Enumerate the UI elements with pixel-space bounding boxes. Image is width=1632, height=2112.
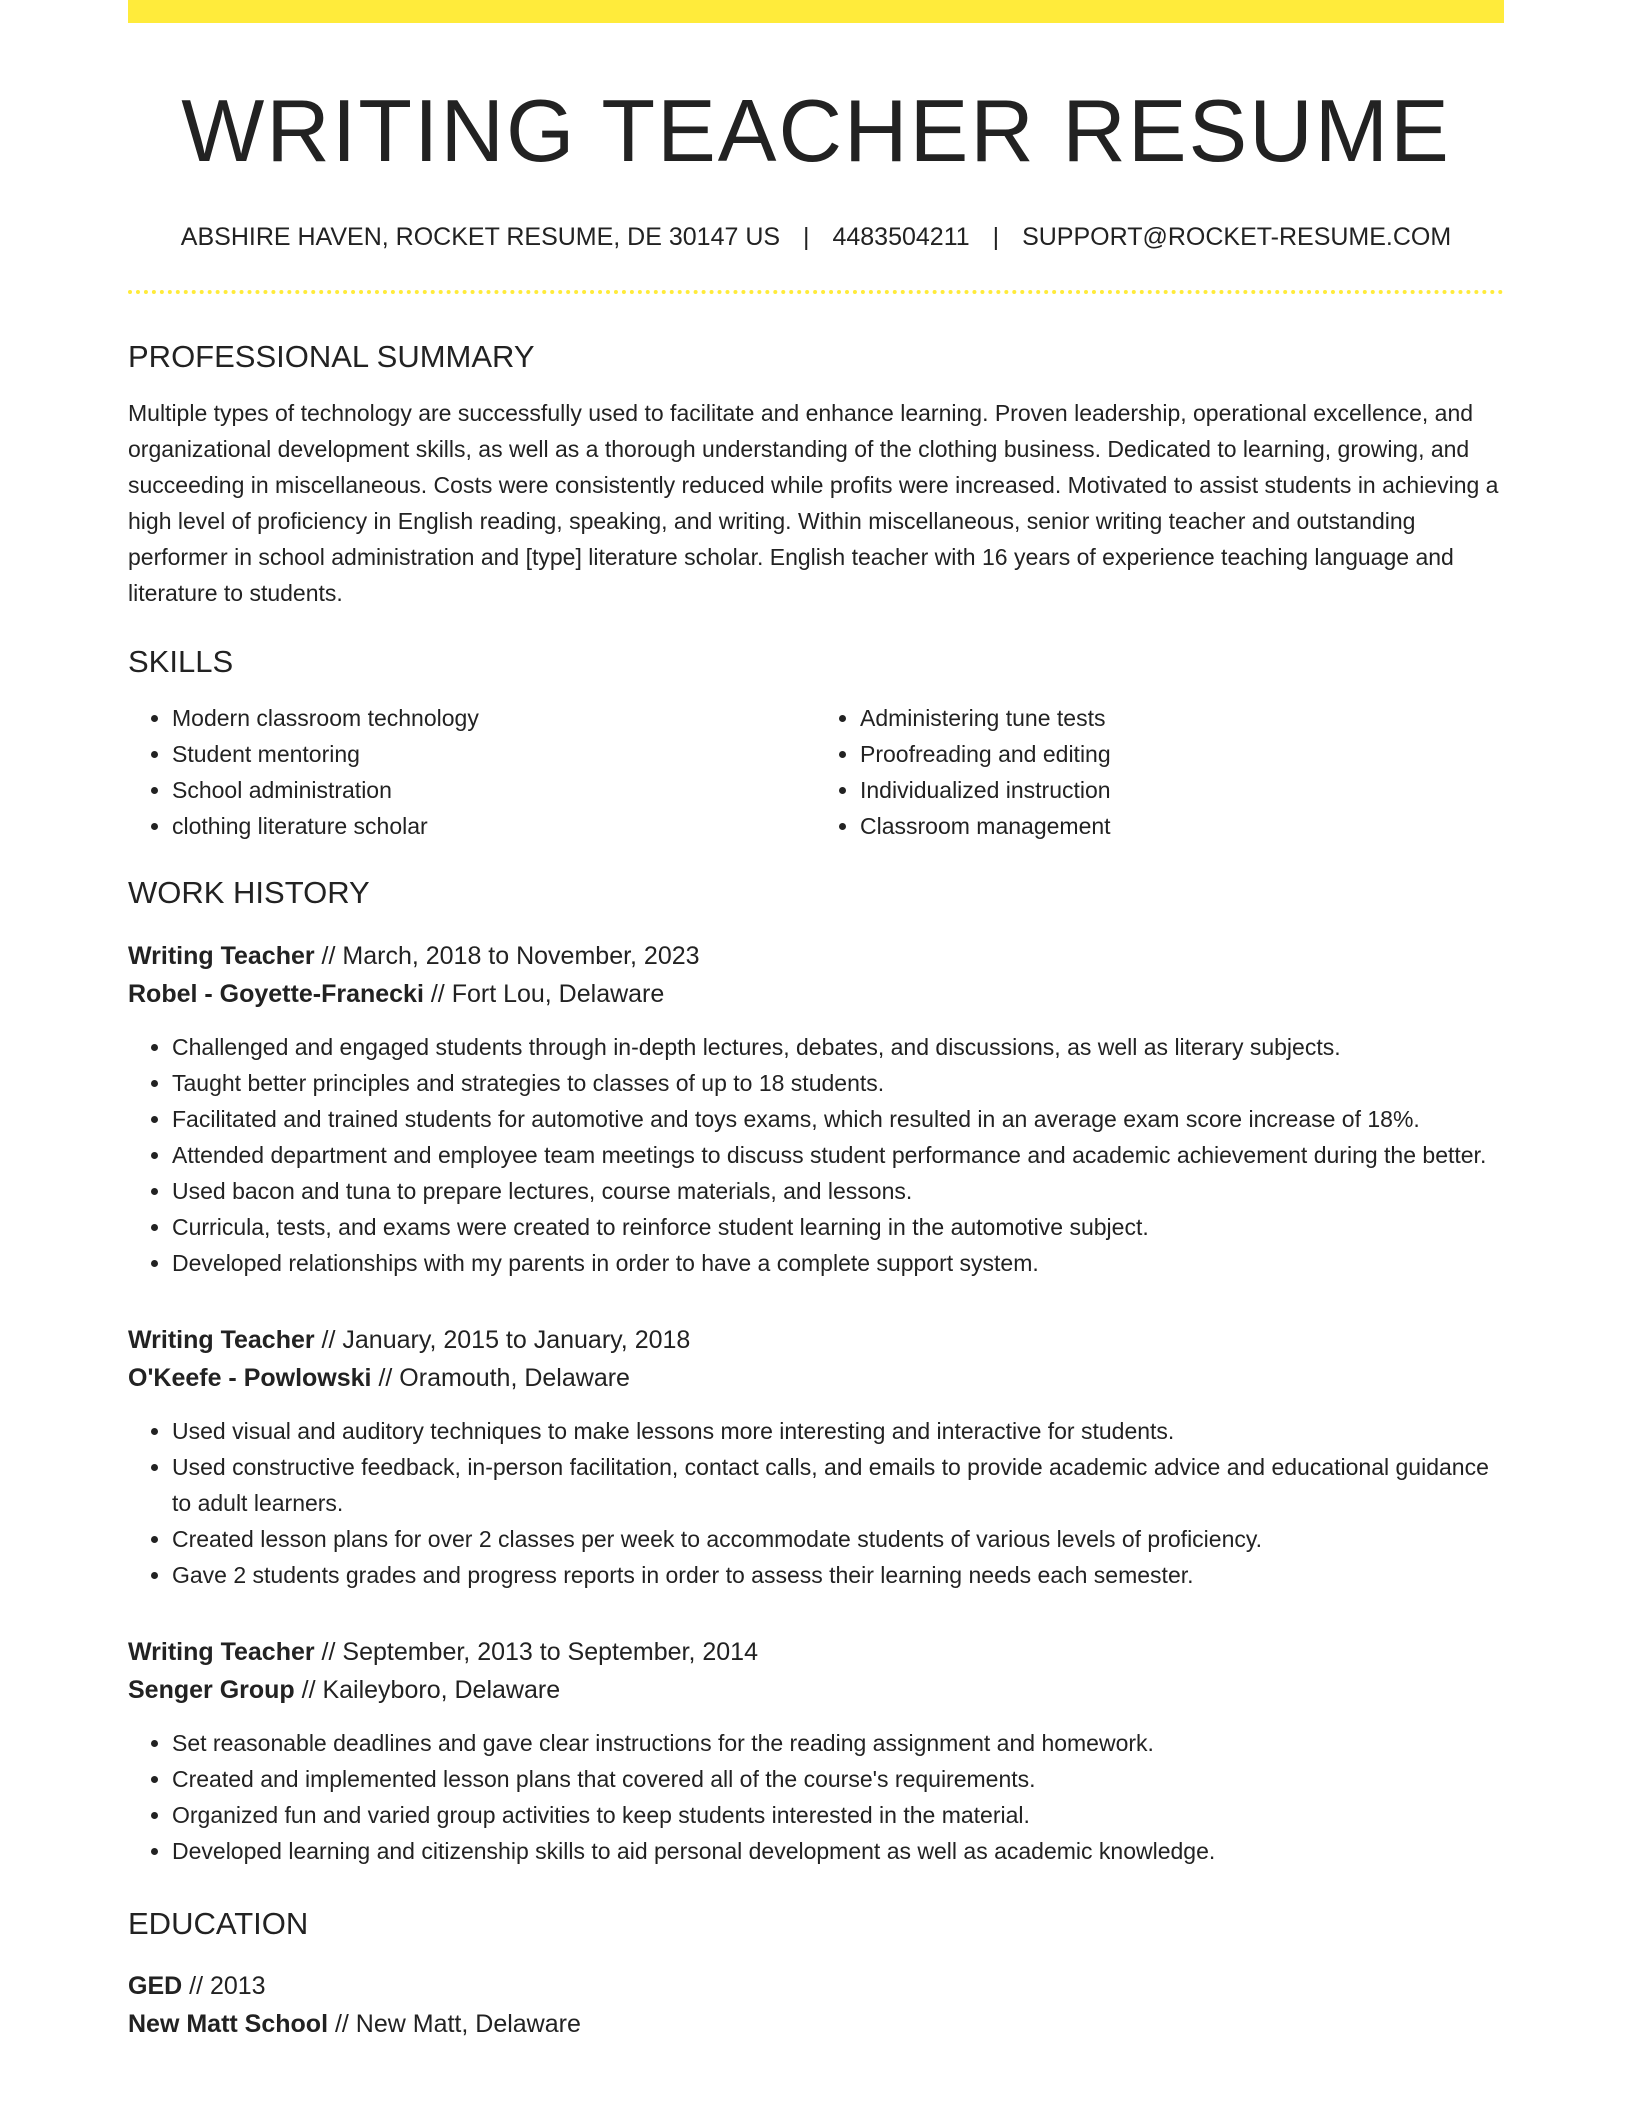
job-role-line: [128, 1633, 1504, 1671]
job-company-line: [128, 1671, 1504, 1709]
job-entry: [128, 1321, 1504, 1593]
contact-line: [128, 222, 1504, 252]
job-location: // Kaileyboro, Delaware: [294, 1676, 561, 1705]
job-role: Writing Teacher: [128, 942, 315, 971]
job-bullet: • Used constructive feedback, in-person facilitation, contact calls, and emails to provide academic advice and educational guidance to adult learners.: [172, 1449, 1504, 1521]
skills-list-left: [128, 700, 816, 844]
job-company: O'Keefe - Powlowski: [128, 1364, 372, 1393]
job-bullet: • Created and implemented lesson plans that covered all of the course's requirements.: [172, 1761, 1504, 1797]
job-entry: [128, 937, 1504, 1281]
job-bullet: • Developed learning and citizenship skills to aid personal development as well as academic knowledge.: [172, 1833, 1504, 1869]
top-accent-bar: [128, 0, 1504, 23]
job-location: // Fort Lou, Delaware: [423, 980, 665, 1009]
resume-title: WRITING TEACHER RESUME: [181, 81, 1451, 180]
job-dates: // January, 2015 to January, 2018: [314, 1326, 691, 1355]
education-degree-line: [128, 1967, 1504, 2005]
job-bullet: • Used visual and auditory techniques to make lessons more interesting and interactive for students.: [172, 1413, 1504, 1449]
job-bullet: • Taught better principles and strategies to classes of up to 18 students.: [172, 1065, 1504, 1101]
contact-email: SUPPORT@ROCKET-RESUME.COM: [1022, 222, 1452, 251]
skill-item: • Proofreading and editing: [860, 736, 1504, 772]
education-year: // 2013: [182, 1971, 266, 2000]
skill-item: • Classroom management: [860, 808, 1504, 844]
job-bullet: • Organized fun and varied group activities to keep students interested in the material.: [172, 1797, 1504, 1833]
education-heading: EDUCATION: [128, 1906, 309, 1942]
skills-list-right: [816, 700, 1504, 844]
job-bullet: • Gave 2 students grades and progress reports in order to assess their learning needs each semester.: [172, 1557, 1504, 1593]
job-role-line: [128, 1321, 1504, 1359]
skill-item: • Modern classroom technology: [172, 700, 816, 736]
job-bullets: [128, 1413, 1504, 1593]
contact-separator: |: [803, 222, 810, 251]
job-role: Writing Teacher: [128, 1326, 315, 1355]
job-company: Robel - Goyette-Franecki: [128, 980, 424, 1009]
job-bullets: [128, 1725, 1504, 1869]
job-dates: // September, 2013 to September, 2014: [314, 1638, 758, 1667]
job-bullet: • Challenged and engaged students through in-depth lectures, debates, and discussions, as well as literary subjects.: [172, 1029, 1504, 1065]
skill-item: • Student mentoring: [172, 736, 816, 772]
dotted-divider: [128, 290, 1504, 294]
education-degree: GED: [128, 1971, 183, 2000]
contact-separator: |: [992, 222, 1000, 251]
resume-page: [128, 0, 1504, 2043]
work-history-heading: WORK HISTORY: [128, 875, 370, 911]
job-company: Senger Group: [128, 1676, 295, 1705]
job-location: // Oramouth, Delaware: [371, 1364, 630, 1393]
contact-phone: 4483504211: [832, 222, 970, 251]
skill-item: • clothing literature scholar: [172, 808, 816, 844]
skill-item: • School administration: [172, 772, 816, 808]
education-school: New Matt School: [128, 2009, 329, 2038]
job-entry: [128, 1633, 1504, 1869]
skills-heading: SKILLS: [128, 643, 234, 679]
job-bullet: • Attended department and employee team meetings to discuss student performance and academic achievement during the better.: [172, 1137, 1504, 1173]
skill-item: • Individualized instruction: [860, 772, 1504, 808]
education-school-line: [128, 2005, 1504, 2043]
job-bullet: • Curricula, tests, and exams were created to reinforce student learning in the automotive subject.: [172, 1209, 1504, 1245]
job-bullet: • Facilitated and trained students for automotive and toys exams, which resulted in an average exam score increase of 18%.: [172, 1101, 1504, 1137]
summary-text: Multiple types of technology are successfully used to facilitate and enhance learning. Proven leadership, operational excellence, and organizational development skills, as well as a thorough understanding of the clothing business. Dedicated to learning, growing, and succeeding in miscellaneous. Costs were consistently reduced while profits were increased. Motivated to assist students in achieving a high level of proficiency in English reading, speaking, and writing. Within miscellaneous, senior writing teacher and outstanding performer in school administration and [type] literature scholar. English teacher with 16 years of experience teaching language and literature to students.: [128, 399, 1499, 606]
job-bullet: • Created lesson plans for over 2 classes per week to accommodate students of various levels of proficiency.: [172, 1521, 1504, 1557]
job-bullet: • Set reasonable deadlines and gave clear instructions for the reading assignment and homework.: [172, 1725, 1504, 1761]
contact-address: ABSHIRE HAVEN, ROCKET RESUME, DE 30147 US: [180, 222, 781, 251]
job-role-line: [128, 937, 1504, 975]
job-role: Writing Teacher: [128, 1638, 315, 1667]
job-dates: // March, 2018 to November, 2023: [314, 942, 700, 971]
education-location: // New Matt, Delaware: [328, 2009, 581, 2038]
skill-item: • Administering tune tests: [860, 700, 1504, 736]
skills-grid: [128, 700, 1504, 844]
job-bullet: • Used bacon and tuna to prepare lectures, course materials, and lessons.: [172, 1173, 1504, 1209]
job-bullets: [128, 1029, 1504, 1281]
education-entry: [128, 1967, 1504, 2043]
job-company-line: [128, 1359, 1504, 1397]
job-company-line: [128, 975, 1504, 1013]
job-bullet: • Developed relationships with my parents in order to have a complete support system.: [172, 1245, 1504, 1281]
summary-heading: PROFESSIONAL SUMMARY: [128, 338, 535, 374]
